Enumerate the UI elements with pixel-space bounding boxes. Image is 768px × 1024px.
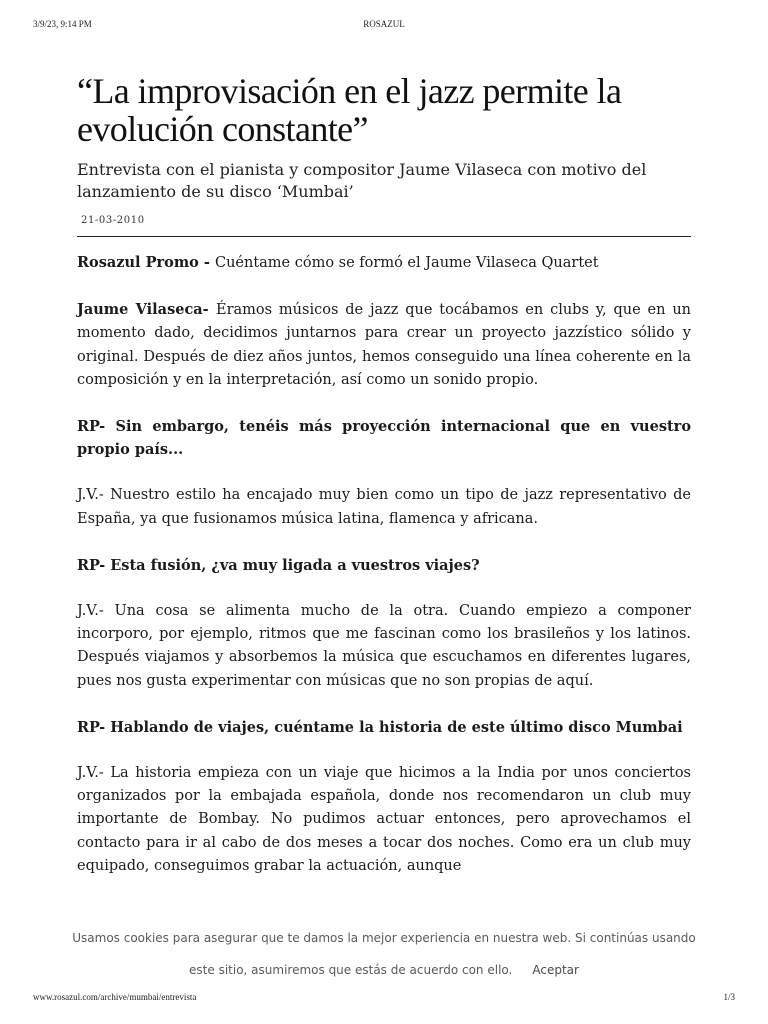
speaker-label: Jaume Vilaseca- xyxy=(77,301,216,319)
answer: J.V.- Una cosa se alimenta mucho de la otra. Cuando empiezo a componer incorporo, por ejemplo, ritmos que me fascinan como los brasileños y los latinos. Después viajamos y absorbemos la música que escuchamos en diferentes lugares, pues nos gusta experimentar con músicas que no son propias de aquí. xyxy=(77,603,691,689)
paragraph xyxy=(77,298,691,392)
page-url: www.rosazul.com/archive/mumbai/entrevista xyxy=(33,992,197,1002)
print-site-name: ROSAZUL xyxy=(363,19,405,29)
print-datetime: 3/9/23, 9:14 PM xyxy=(33,19,92,29)
paragraph xyxy=(77,251,691,275)
cookie-notice xyxy=(0,928,768,980)
speaker-label: Rosazul Promo - xyxy=(77,254,215,271)
cookie-notice-line2 xyxy=(0,960,768,980)
publication-date: 21-03-2010 xyxy=(81,215,145,226)
question: RP- Hablando de viajes, cuéntame la historia de este último disco Mumbai xyxy=(77,718,683,736)
interview-body xyxy=(77,251,691,878)
answer: J.V.- La historia empieza con un viaje que hicimos a la India por unos conciertos organizados por la embajada española, donde nos recomendaron un club muy importante de Bombay. No pudimos actuar entonces, pero aprovechamos el contacto para ir al cabo de dos meses a tocar dos noches. Como era un club muy equipado, conseguimos grabar la actuación, aunque xyxy=(77,765,691,874)
paragraph-text: Cuéntame cómo se formó el Jaume Vilaseca Quartet xyxy=(214,255,599,271)
print-footer xyxy=(33,992,735,1006)
article-subtitle: Entrevista con el pianista y compositor Jaume Vilaseca con motivo del lanzamiento de su disco ‘Mumbai’ xyxy=(77,160,647,201)
question: RP- Sin embargo, tenéis más proyección internacional que en vuestro propio país... xyxy=(77,418,691,459)
page-number: 1/3 xyxy=(723,992,735,1002)
print-header xyxy=(33,19,735,33)
paragraph-text: Éramos músicos de jazz que tocábamos en clubs y, que en un momento dado, decidimos juntarnos para crear un proyecto jazzístico sólido y original. Después de diez años juntos, hemos conseguido una línea coherente en la composición y en la interpretación, así como un sonido propio. xyxy=(77,302,691,388)
answer: J.V.- Nuestro estilo ha encajado muy bien como un tipo de jazz representativo de España, ya que fusionamos música latina, flamenca y africana. xyxy=(77,487,691,527)
divider xyxy=(77,236,691,237)
cookie-notice-text: Usamos cookies para asegurar que te damos la mejor experiencia en nuestra web. Si continúas usando xyxy=(72,931,696,945)
article xyxy=(77,72,691,901)
accept-cookies-button[interactable]: Aceptar xyxy=(532,963,579,977)
question: RP- Esta fusión, ¿va muy ligada a vuestros viajes? xyxy=(77,556,480,574)
article-title: “La improvisación en el jazz permite la evolución constante” xyxy=(77,71,622,149)
cookie-notice-text-2: este sitio, asumiremos que estás de acuerdo con ello. xyxy=(189,963,513,977)
